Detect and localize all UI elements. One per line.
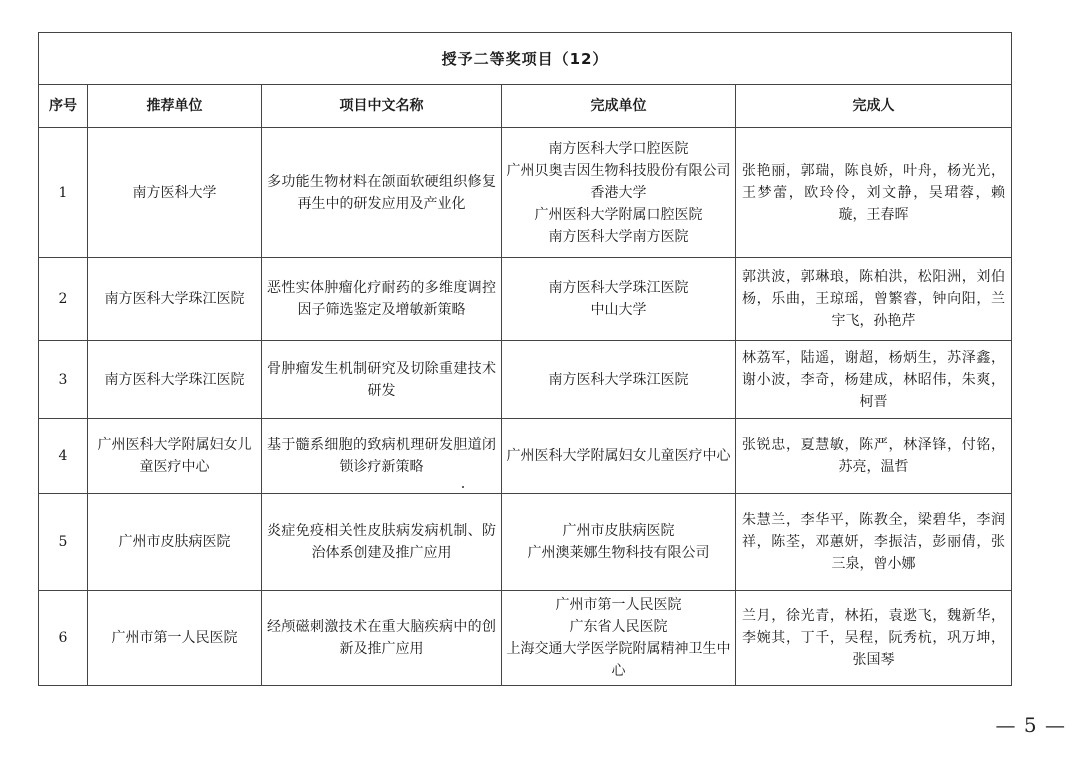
row-completed-units — [502, 591, 736, 686]
row-recommending-unit: 广州市第一人民医院 — [88, 591, 262, 686]
completed-unit: 广州市第一人民医院 — [555, 597, 682, 613]
completed-unit: 上海交通大学医学院附属精神卫生中心 — [506, 641, 731, 679]
table-row — [39, 419, 1012, 494]
row-completed-units — [502, 494, 736, 591]
completed-unit: 广州澳莱娜生物科技有限公司 — [527, 545, 710, 561]
row-project-name: 基于髓系细胞的致病机理研发胆道闭锁诊疗新策略 — [262, 419, 502, 494]
completed-unit: 广州贝奥吉因生物科技股份有限公司 — [506, 162, 731, 179]
row-people: 朱慧兰，李华平，陈教全，梁碧华，李润祥，陈荃，邓蕙妍，李振洁，彭丽倩，张三泉，曾小娜 — [736, 494, 1012, 591]
header-completed-units: 完成单位 — [502, 85, 736, 128]
row-no: 3 — [39, 341, 88, 419]
row-completed-units — [502, 128, 736, 258]
header-recommending-unit: 推荐单位 — [88, 85, 262, 128]
row-recommending-unit: 南方医科大学珠江医院 — [88, 341, 262, 419]
row-recommending-unit: 南方医科大学珠江医院 — [88, 258, 262, 341]
row-project-name: 经颅磁刺激技术在重大脑疾病中的创新及推广应用 — [262, 591, 502, 686]
completed-unit: 广州医科大学附属口腔医院 — [534, 206, 703, 223]
completed-unit: 南方医科大学珠江医院 — [548, 280, 689, 296]
header-people: 完成人 — [736, 85, 1012, 128]
completed-unit: 广州医科大学附属妇女儿童医疗中心 — [506, 448, 731, 464]
row-people: 张艳丽，郭瑞，陈良娇，叶舟，杨光光，王梦蕾，欧玲伶，刘文静，吴珺蓉，赖璇，王春晖 — [736, 128, 1012, 258]
row-project-name: 多功能生物材料在颌面软硬组织修复再生中的研发应用及产业化 — [262, 128, 502, 258]
row-completed-units — [502, 419, 736, 494]
completed-unit: 广州市皮肤病医院 — [562, 523, 675, 539]
row-completed-units — [502, 258, 736, 341]
row-no: 5 — [39, 494, 88, 591]
table-row — [39, 591, 1012, 686]
row-recommending-unit: 广州市皮肤病医院 — [88, 494, 262, 591]
row-no: 1 — [39, 128, 88, 258]
table-row — [39, 341, 1012, 419]
row-no: 2 — [39, 258, 88, 341]
completed-unit: 广东省人民医院 — [569, 619, 668, 635]
header-no: 序号 — [39, 85, 88, 128]
table-row — [39, 128, 1012, 258]
row-people: 郭洪波，郭琳琅，陈柏洪，松阳洲，刘伯杨，乐曲，王琼瑶，曾繁睿，钟向阳，兰宇飞，孙艳芹 — [736, 258, 1012, 341]
row-project-name: 骨肿瘤发生机制研究及切除重建技术研发 — [262, 341, 502, 419]
completed-unit: 香港大学 — [590, 184, 647, 201]
row-no: 4 — [39, 419, 88, 494]
row-project-name: 炎症免疫相关性皮肤病发病机制、防治体系创建及推广应用 — [262, 494, 502, 591]
table-header-row — [39, 85, 1012, 128]
page-number: — 5 — — [995, 713, 1066, 737]
completed-unit: 南方医科大学口腔医院 — [548, 140, 689, 157]
row-project-name: 恶性实体肿瘤化疗耐药的多维度调控因子筛选鉴定及增敏新策略 — [262, 258, 502, 341]
award-table — [38, 32, 1012, 686]
row-people: 兰月，徐光青，林拓，袁逖飞，魏新华，李婉其，丁千，吴程，阮秀杭，巩万坤，张国琴 — [736, 591, 1012, 686]
row-completed-units — [502, 341, 736, 419]
completed-unit: 中山大学 — [590, 302, 647, 318]
row-people: 林荔军，陆遥，谢超，杨炳生，苏泽鑫，谢小波，李奇，杨建成，林昭伟，朱爽，柯晋 — [736, 341, 1012, 419]
completed-unit: 南方医科大学珠江医院 — [548, 371, 689, 388]
table-title-row — [39, 33, 1012, 85]
scan-speck — [462, 486, 464, 488]
header-project-name: 项目中文名称 — [262, 85, 502, 128]
row-no: 6 — [39, 591, 88, 686]
table-row — [39, 258, 1012, 341]
table-title: 授予二等奖项目（12） — [39, 33, 1012, 85]
completed-unit: 南方医科大学南方医院 — [548, 228, 689, 245]
row-recommending-unit: 广州医科大学附属妇女儿童医疗中心 — [88, 419, 262, 494]
row-recommending-unit: 南方医科大学 — [88, 128, 262, 258]
row-people: 张锐忠，夏慧敏，陈严，林泽锋，付铭，苏亮，温哲 — [736, 419, 1012, 494]
table-row — [39, 494, 1012, 591]
